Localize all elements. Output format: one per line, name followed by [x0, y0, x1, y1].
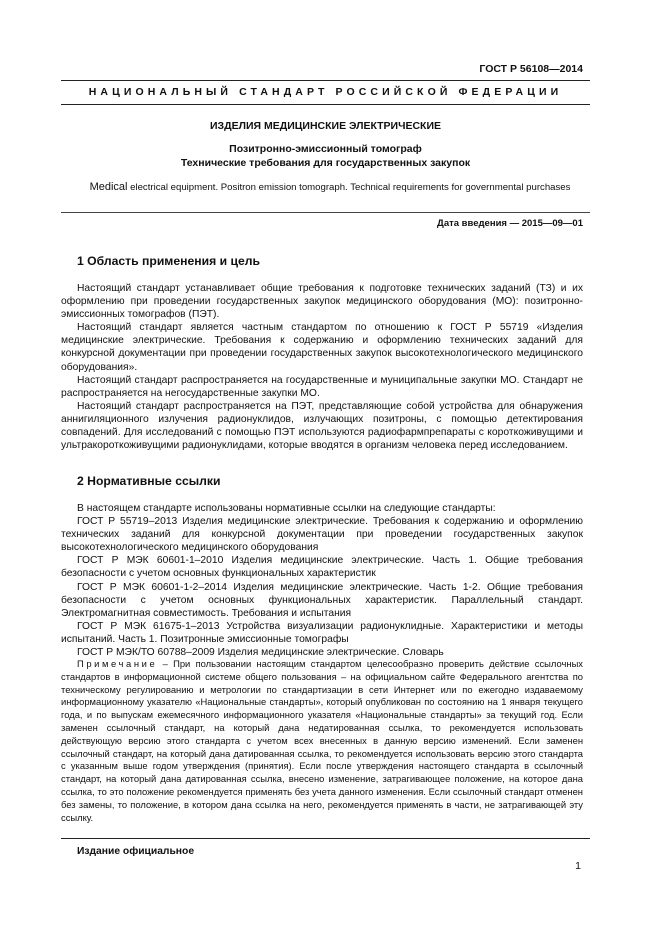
- subtitle-line-2: Технические требования для государственных закупок: [180, 157, 471, 169]
- reference-item: ГОСТ Р МЭК/ТО 60788–2009 Изделия медицинские электрические. Словарь: [77, 647, 444, 659]
- national-standard-heading: НАЦИОНАЛЬНЫЙ СТАНДАРТ РОССИЙСКОЙ ФЕДЕРАЦИИ: [88, 86, 563, 98]
- subtitle-line-1: Позитронно-эмиссионный томограф: [229, 143, 422, 155]
- reference-item: ГОСТ Р 55719–2013 Изделия медицинские электрические. Требования к содержанию и оформлению технических заданий для конкурсной документации при проведении государственных закупок высокотехнологического медицинского оборудования: [61, 516, 583, 554]
- page-number: 1: [575, 860, 581, 872]
- note: [61, 658, 583, 824]
- document-title: ИЗДЕЛИЯ МЕДИЦИНСКИЕ ЭЛЕКТРИЧЕСКИЕ: [209, 120, 442, 132]
- section-1-body: [61, 282, 583, 452]
- paragraph: Настоящий стандарт распространяется на государственные и муниципальные закупки МО. Стандарт не распространяется на негосударственные закупки МО.: [61, 374, 583, 399]
- header-rule-lower: [61, 104, 590, 105]
- english-title-first-word: Medical: [89, 181, 128, 193]
- paragraph: Настоящий стандарт устанавливает общие требования к подготовке технических заданий (ТЗ) и их оформлению при проведении государственных закупок медицинского оборудования (МО): позитронно-эмиссионных томографов (ПЭТ).: [61, 283, 583, 321]
- introduction-date: Дата введения — 2015—09—01: [437, 218, 583, 229]
- document-subtitle: [61, 142, 590, 170]
- paragraph: Настоящий стандарт является частным стандартом по отношению к ГОСТ Р 55719 «Изделия медицинские электрические. Требования к содержанию и оформлению технических заданий для конкурсной документации при проведении государственных закупок высокотехнологического медицинского оборудования».: [61, 322, 583, 373]
- footer-rule: [61, 838, 590, 839]
- note-label: Примечание: [77, 658, 158, 669]
- paragraph: В настоящем стандарте использованы нормативные ссылки на следующие стандарты:: [77, 503, 496, 514]
- reference-item: ГОСТ Р МЭК 60601-1-2–2014 Изделия медицинские электрические. Часть 1-2. Общие требования безопасности с учетом основных функциональных характеристик. Параллельный стандарт. Электромагнитная совместимость. Требования и испытания: [61, 581, 583, 619]
- reference-item: ГОСТ Р МЭК 61675-1–2013 Устройства визуализации радионуклидные. Характеристики и методы испытаний. Часть 1. Позитронные эмиссионные томографы: [61, 620, 583, 645]
- header-rule: [61, 80, 590, 81]
- section-1-heading: 1 Область применения и цель: [77, 254, 260, 268]
- english-title-rest: electrical equipment. Positron emission tomograph. Technical requirements for governmental purchases: [127, 182, 571, 193]
- english-title: [35, 181, 625, 193]
- reference-item: ГОСТ Р МЭК 60601-1–2010 Изделия медицинские электрические. Часть 1. Общие требования безопасности с учетом основных функциональных характеристик: [61, 555, 583, 580]
- section-2-body: [61, 502, 583, 659]
- title-rule: [61, 212, 590, 213]
- edition-label: Издание официальное: [77, 846, 195, 857]
- paragraph: Настоящий стандарт распространяется на ПЭТ, представляющие собой устройства для обнаружения аннигиляционного излучения радионуклидов, излучающих позитроны, с помощью детектирования совпадений. Для исследований с помощью ПЭТ используются радиофармпрепараты с короткоживущими и ультракороткоживущими радионуклидами, которые вводятся в организм человека перед исследованием.: [61, 400, 583, 452]
- document-code: ГОСТ Р 56108—2014: [479, 63, 583, 75]
- section-2-heading: 2 Нормативные ссылки: [77, 474, 221, 488]
- note-text: – При пользовании настоящим стандартом целесообразно проверить действие ссылочных стандартов в информационной системе общего пользования – на официальном сайте Федерального агентства по техническому регулированию и метрологии по стандартизации в сети Интернет или по ежегодно издаваемому информационному указателю «Национальные стандарты», который опубликован по состоянию на 1 января текущего года, и по выпускам ежемесячного информационного указателя «Национальные стандарты» за текущий год. Если заменен ссылочный стандарт, на который дана недатированная ссылка, то рекомендуется использовать действующую версию этого стандарта с учетом всех внесенных в данную версию изменений. Если заменен ссылочный стандарт, на который дана датированная ссылка, то рекомендуется использовать версию этого стандарта с указанным выше годом утверждения (принятия). Если после утверждения настоящего стандарта в ссылочный стандарт, на который дана датированная ссылка, внесено изменение, затрагивающее положение, на которое дана ссылка, то это положение рекомендуется применять без учета данного изменения. Если ссылочный стандарт отменен без замены, то положение, в котором дана ссылка на него, рекомендуется применять в части, не затрагивающей эту ссылку.: [61, 658, 583, 823]
